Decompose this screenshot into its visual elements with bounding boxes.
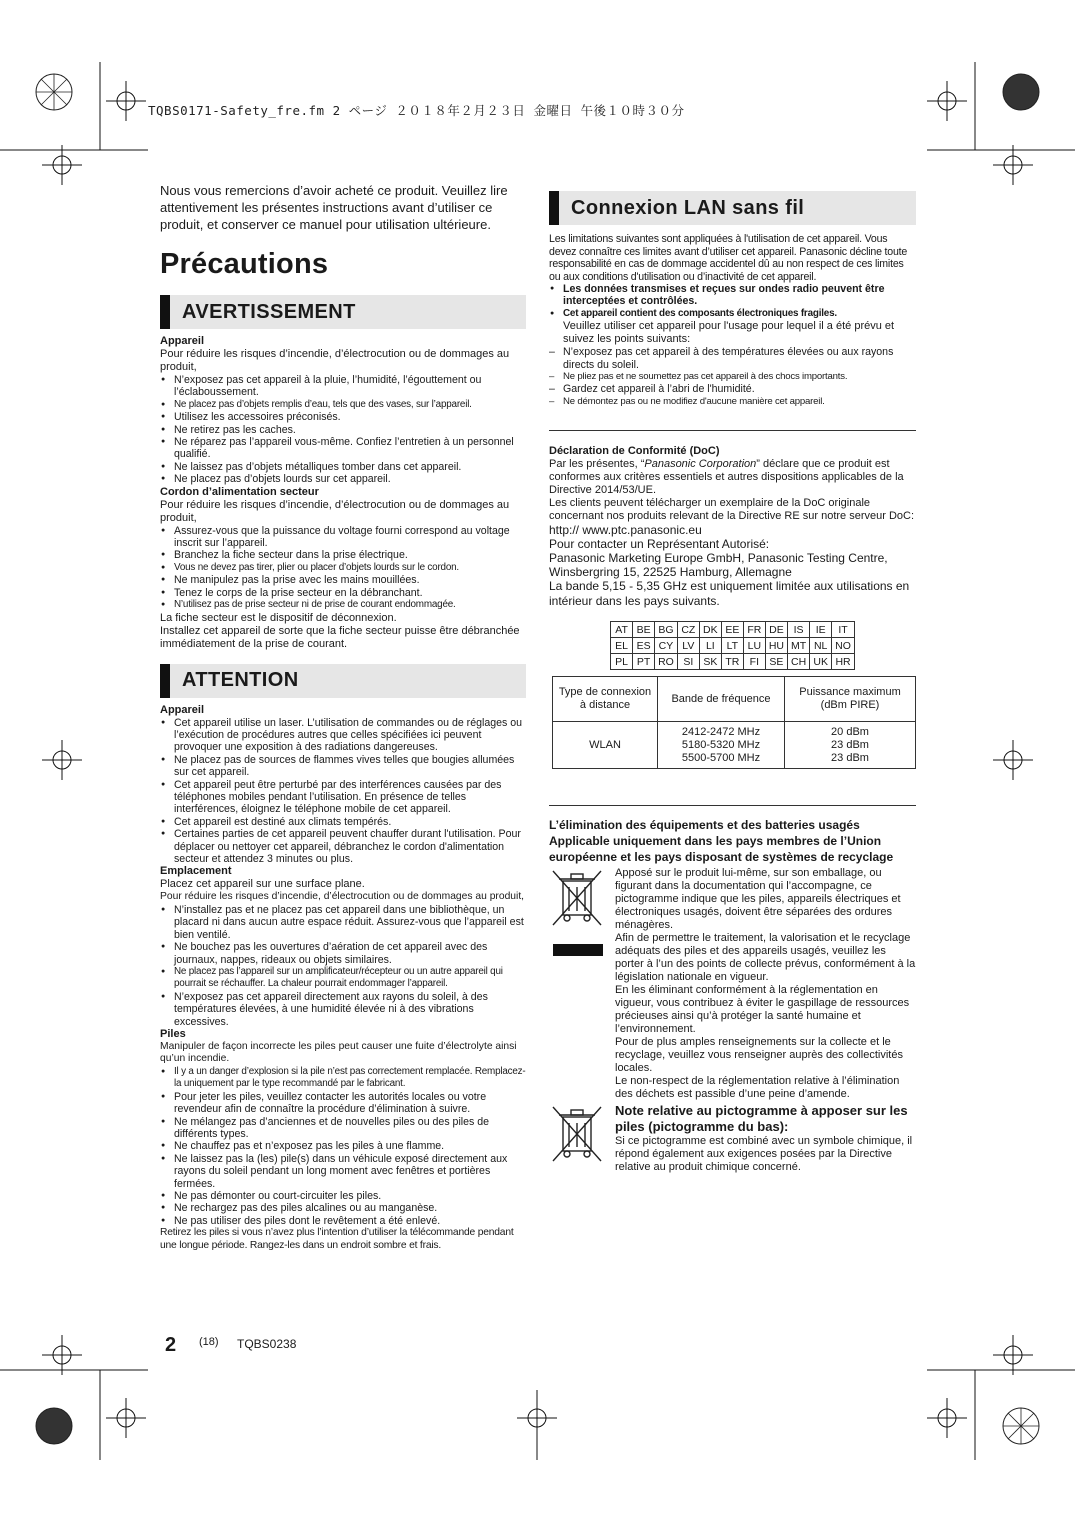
- list-item: ● N’exposez pas cet appareil directement aux rayons du soleil, à des températures élevées, à une humidité élevée ni à des vibrations excessives.: [160, 991, 526, 1028]
- list-item: ● N’exposez pas cet appareil à la pluie, l’humidité, l’égouttement ou l’éclaboussement.: [160, 374, 526, 399]
- list-item: ● Ne placez pas de sources de flammes vives telles que bougies allumées sur cet appareil.: [160, 754, 526, 779]
- divider: [549, 430, 916, 431]
- bullet-list-lan: [549, 283, 916, 320]
- table-cell: WLAN: [553, 722, 658, 769]
- list-item: ● N’utilisez pas de prise secteur ni de prise de courant endommagée.: [160, 599, 526, 611]
- divider: [549, 805, 916, 806]
- list-item: – Ne pliez pas et ne soumettez pas cet appareil à des chocs importants.: [549, 371, 916, 383]
- list-item: ● Utilisez les accessoires préconisés.: [160, 411, 526, 423]
- paragraph: Retirez les piles si vous n’avez plus l’intention d’utiliser la télécommande pendant une longue période. Rangez-les dans un endroit sombre et frais.: [160, 1227, 514, 1251]
- table-row: AT BE BG CZ DK EE FR DE IS IE IT: [611, 622, 855, 638]
- list-item: ● Branchez la fiche secteur dans la prise électrique.: [160, 549, 526, 561]
- paragraph: Si ce pictogramme est combiné avec un symbole chimique, il répond également aux exigences posées par la Directive relative au produit chimique concerné.: [615, 1135, 913, 1174]
- subheading-emplacement: Emplacement: [160, 865, 232, 878]
- left-column: [160, 182, 526, 1252]
- list-item: ● Ne mélangez pas d’anciennes et de nouvelles piles ou des piles de différents types.: [160, 1116, 526, 1141]
- section-title-lan: Connexion LAN sans fil: [571, 196, 805, 219]
- battery-note-block: [549, 1103, 916, 1174]
- paragraph: La fiche secteur est le dispositif de déconnexion.: [160, 611, 397, 624]
- list-item: ● Ne rechargez pas des piles alcalines ou au manganèse.: [160, 1202, 526, 1214]
- subheading-cordon: Cordon d’alimentation secteur: [160, 485, 319, 498]
- section-title-warning: AVERTISSEMENT: [182, 300, 356, 323]
- paragraph: La bande 5,15 - 5,35 GHz est uniquement limitée aux utilisations en intérieur dans les pays suivants.: [549, 579, 910, 609]
- list-item: ● Tenez le corps de la prise secteur en la débranchant.: [160, 587, 526, 599]
- intro-paragraph: Nous vous remercions d’avoir acheté ce produit. Veuillez lire attentivement les présentes instructions avant d’utiliser ce produit, et conserver ce manuel pour utilisation ultérieure.: [160, 183, 508, 232]
- paragraph: Le non-respect de la réglementation relative à l’élimination des déchets est passible d’une peine d’amende.: [615, 1075, 900, 1101]
- list-item: ● Ne chauffez pas et n’exposez pas les piles à une flamme.: [160, 1140, 526, 1152]
- subheading-disposal-applicable: Applicable uniquement dans les pays membres de l’Union européenne et les pays disposant de systèmes de recyclage: [549, 834, 894, 865]
- paragraph: Pour réduire les risques d’incendie, d’électrocution ou de dommages au produit,: [160, 498, 510, 524]
- paragraph: Veuillez utiliser cet appareil pour l'usage pour lequel il a été prévu et suivez les points suivants:: [563, 320, 895, 346]
- list-item: ● Cet appareil contient des composants électroniques fragiles.: [549, 308, 916, 320]
- table-row: PL PT RO SI SK TR FI SE CH UK HR: [611, 654, 855, 670]
- list-item: ● Ne placez pas l’appareil sur un amplificateur/récepteur ou un autre appareil qui pourrait se réchauffer. La chaleur pourrait endommager l’appareil.: [160, 966, 526, 991]
- table-cell: 20 dBm 23 dBm 23 dBm: [785, 722, 916, 769]
- list-item: ● Cet appareil peut être perturbé par des interférences causées par des téléphones mobiles pendant l’utilisation. En présence de telles interférences, éloignez le téléphone mobile de cet appareil.: [160, 779, 526, 816]
- list-item: ● Les données transmises et reçues sur ondes radio peuvent être interceptées et contrôlées.: [549, 283, 916, 308]
- paragraph: Apposé sur le produit lui-même, sur son emballage, ou figurant dans la documentation qui l’accompagne, ce pictogramme indique que les piles, appareils électriques et électroniques usagés, doivent être séparées des ordures ménagères.: [615, 867, 901, 932]
- table-header-cell: Puissance maximum (dBm PIRE): [785, 677, 916, 722]
- paragraph: Afin de permettre le traitement, la valorisation et le recyclage adéquats des piles et des appareils usagés, veuillez les porter à l’un des points de collecte prévus, conformément à la législation nationale en vigueur.: [615, 932, 916, 984]
- document-code: TQBS0238: [237, 1337, 297, 1351]
- bullet-list-attention-emplacement: [160, 904, 526, 1028]
- list-item: ● Ne bouchez pas les ouvertures d’aération de cet appareil avec des journaux, nappes, rideaux ou objets similaires.: [160, 941, 526, 966]
- list-item: ● Il y a un danger d’explosion si la pile n’est pas correctement remplacée. Remplacez-la uniquement par le type recommandé par le fabricant.: [160, 1066, 526, 1091]
- table-header-cell: Type de connexion à distance: [553, 677, 658, 722]
- list-item: ● Ne placez pas d’objets remplis d’eau, tels que des vases, sur l’appareil.: [160, 399, 526, 411]
- list-item: ● Vous ne devez pas tirer, plier ou placer d’objets lourds sur le cordon.: [160, 562, 526, 574]
- table-header-row: [553, 677, 916, 722]
- list-item: ● N’installez pas et ne placez pas cet appareil dans une bibliothèque, un placard ni dans aucun autre espace réduit. Assurez-vous que l’appareil est bien ventilé.: [160, 904, 526, 941]
- paragraph: Pour réduire les risques d’incendie, d’électrocution ou de dommages au produit,: [160, 348, 510, 373]
- list-item: ● Ne laissez pas la (les) pile(s) dans un véhicule exposé directement aux rayons du soleil pendant un long moment avec fenêtres et portières fermées.: [160, 1153, 526, 1190]
- list-item: ● Cet appareil est destiné aux climats tempérés.: [160, 816, 526, 828]
- list-item: ● Certaines parties de cet appareil peuvent chauffer durant l'utilisation. Pour déplacer ou nettoyer cet appareil, débranchez le cordon d'alimentation secteur et attendez 3 minutes ou plus.: [160, 828, 526, 865]
- paragraph: Pour contacter un Représentant Autorisé:: [549, 537, 770, 552]
- paragraph: Panasonic Marketing Europe GmbH, Panasonic Testing Centre, Winsbergring 15, 22525 Hamburg, Allemagne: [549, 551, 888, 580]
- list-item: ● Ne manipulez pas la prise avec les mains mouillées.: [160, 574, 526, 586]
- subheading-battery-note: Note relative au pictogramme à apposer sur les piles (pictogramme du bas):: [615, 1103, 908, 1135]
- paragraph: En les éliminant conformément à la réglementation en vigueur, vous contribuez à éviter le gaspillage de ressources précieuses ainsi qu’à protéger la santé humaine et l’environnement.: [615, 984, 910, 1036]
- section-title-attention: ATTENTION: [182, 669, 299, 691]
- frequency-table: [552, 676, 916, 769]
- list-item: ● Ne pas utiliser des piles dont le revêtement a été enlevé.: [160, 1215, 526, 1227]
- list-item: – N’exposez pas cet appareil à des températures élevées ou aux rayons directs du soleil.: [549, 346, 916, 371]
- right-column: [549, 191, 916, 1174]
- paragraph: Par les présentes, “Panasonic Corporation” déclare que ce produit est conformes aux critères essentiels et autres dispositions applicables de la Directive 2014/53/UE.: [549, 458, 904, 497]
- paragraph: Pour réduire les risques d’incendie, d’électrocution ou de dommages au produit,: [160, 891, 525, 903]
- subheading-appareil: Appareil: [160, 703, 205, 716]
- list-item: ● Pour jeter les piles, veuillez contacter les autorités locales ou votre revendeur afin de connaître la procédure d’élimination à suivre.: [160, 1091, 526, 1116]
- black-bar: [553, 944, 603, 956]
- table-row: EL ES CY LV LI LT LU HU MT NL NO: [611, 638, 855, 654]
- paragraph: Manipuler de façon incorrecte les piles peut causer une fuite d’électrolyte ainsi qu’un incendie.: [160, 1040, 517, 1065]
- disposal-block: [549, 867, 916, 1101]
- crossed-bin-icon: [549, 867, 605, 929]
- paragraph: Les limitations suivantes sont appliquées à l'utilisation de cet appareil. Vous devez connaître ces limites avant d’utiliser cet appareil. Panasonic décline toute responsabilité en cas de dommage accidentel dû au non respect de ces limites ou aux conditions d'utilisation ou d’inactivité de cet appareil.: [549, 233, 908, 283]
- paragraph: Installez cet appareil de sorte que la fiche secteur puisse être débranchée immédiatement de la prise de courant.: [160, 624, 520, 650]
- page-sub-number: (18): [199, 1336, 219, 1348]
- bullet-list-warning-cordon: [160, 525, 526, 612]
- page-title: Précautions: [160, 248, 329, 280]
- table-row: [553, 722, 916, 769]
- subheading-appareil: Appareil: [160, 335, 205, 347]
- page-number: 2: [165, 1334, 177, 1356]
- list-item: ● Ne laissez pas d’objets métalliques tomber dans cet appareil.: [160, 461, 526, 473]
- section-header-warning: [160, 295, 526, 329]
- list-item: – Ne démontez pas ou ne modifiez d'aucune manière cet appareil.: [549, 396, 916, 408]
- paragraph: Pour de plus amples renseignements sur la collecte et le recyclage, veuillez vous renseigner auprès des collectivités locales.: [615, 1036, 903, 1075]
- table-cell: 2412-2472 MHz 5180-5320 MHz 5500-5700 MHz: [658, 722, 785, 769]
- section-header-attention: [160, 664, 526, 698]
- subheading-disposal: L’élimination des équipements et des batteries usagés: [549, 818, 860, 833]
- section-header-lan: [549, 191, 916, 225]
- bullet-list-attention-piles: [160, 1066, 526, 1227]
- company-name: Panasonic Corporation: [644, 458, 757, 471]
- subheading-doc: Déclaration de Conformité (DoC): [549, 445, 720, 458]
- bullet-list-warning-appareil: [160, 374, 526, 486]
- table-header-cell: Bande de fréquence: [658, 677, 785, 722]
- list-item: ● Ne réparez pas l’appareil vous-même. Confiez l’entretien à un personnel qualifié.: [160, 436, 526, 461]
- list-item: ● Ne pas démonter ou court-circuiter les piles.: [160, 1190, 526, 1202]
- file-header-line: TQBS0171-Safety_fre.fm 2 ページ ２０１８年２月２３日 金曜日 午後１０時３０分: [148, 103, 685, 118]
- list-item: ● Assurez-vous que la puissance du voltage fourni correspond au voltage inscrit sur l’appareil.: [160, 525, 526, 550]
- paragraph: Placez cet appareil sur une surface plane.: [160, 878, 365, 891]
- subheading-piles: Piles: [160, 1027, 186, 1040]
- bullet-list-attention-appareil: [160, 717, 526, 866]
- paragraph: Les clients peuvent télécharger un exemplaire de la DoC originale concernant nos produits relevant de la Directive RE sur notre serveur DoC:: [549, 497, 915, 523]
- country-table: [610, 621, 855, 670]
- list-item: ● Ne placez pas d’objets lourds sur cet appareil.: [160, 473, 526, 485]
- dash-list-lan: [549, 346, 916, 408]
- list-item: ● Cet appareil utilise un laser. L’utilisation de commandes ou de réglages ou l’exécution de procédures autres que celles spécifiées ici peuvent provoquer une exposition à des radiations dangereuses.: [160, 717, 526, 754]
- crossed-bin-icon: [549, 1103, 605, 1165]
- list-item: ● Ne retirez pas les caches.: [160, 424, 526, 436]
- list-item: – Gardez cet appareil à l’abri de l'humidité.: [549, 383, 916, 395]
- doc-url: http:// www.ptc.panasonic.eu: [549, 523, 702, 538]
